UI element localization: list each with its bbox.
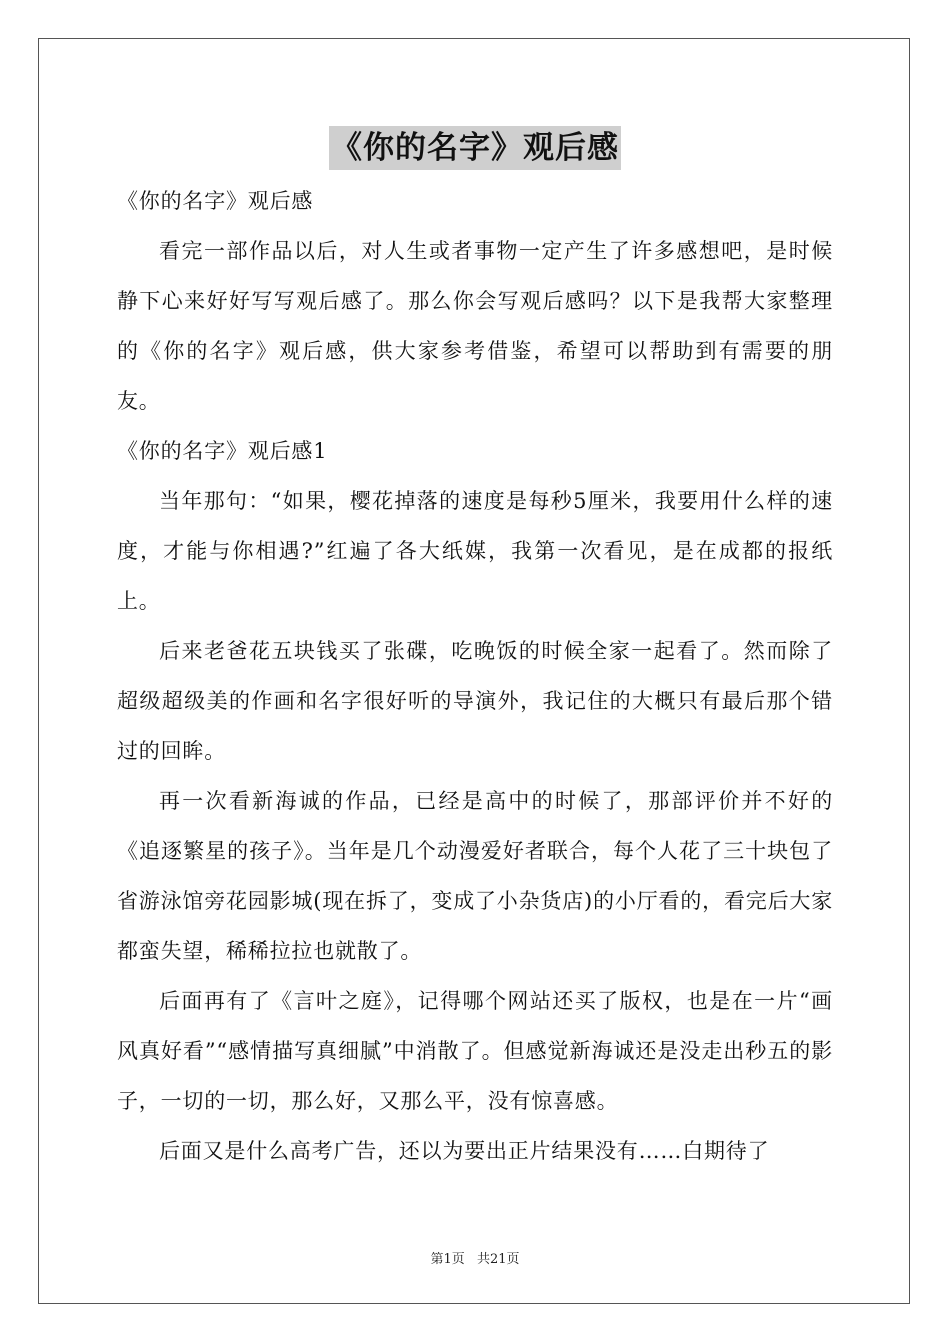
document-body <box>117 176 833 1176</box>
paragraph-body-3: 再一次看新海诚的作品，已经是高中的时候了，那部评价并不好的《追逐繁星的孩子》。当年是几个动漫爱好者联合，每个人花了三十块包了省游泳馆旁花园影城(现在拆了，变成了小杂货店)的小厅看的，看完后大家都蛮失望，稀稀拉拉也就散了。 <box>117 789 833 963</box>
paragraph-body-1: 当年那句：“如果，樱花掉落的速度是每秒5厘米，我要用什么样的速度，才能与你相遇?”红遍了各大纸媒，我第一次看见，是在成都的报纸上。 <box>117 489 833 613</box>
paragraph-intro: 看完一部作品以后，对人生或者事物一定产生了许多感想吧，是时候静下心来好好写写观后感了。那么你会写观后感吗？以下是我帮大家整理的《你的名字》观后感，供大家参考借鉴，希望可以帮助到有需要的朋友。 <box>117 239 833 413</box>
paragraph-section-heading: 《你的名字》观后感1 <box>117 439 328 463</box>
page-total: 共21页 <box>476 1252 520 1267</box>
title-container <box>0 126 950 170</box>
document-title: 《你的名字》观后感 <box>329 126 621 170</box>
paragraph-subtitle: 《你的名字》观后感 <box>117 189 314 213</box>
paragraph-body-4: 后面再有了《言叶之庭》，记得哪个网站还买了版权，也是在一片“画风真好看”“感情描写真细腻”中消散了。但感觉新海诚还是没走出秒五的影子，一切的一切，那么好，又那么平，没有惊喜感。 <box>117 989 833 1113</box>
paragraph-body-2: 后来老爸花五块钱买了张碟，吃晚饭的时候全家一起看了。然而除了超级超级美的作画和名字很好听的导演外，我记住的大概只有最后那个错过的回眸。 <box>117 639 833 763</box>
page-footer <box>0 1248 950 1267</box>
paragraph-body-5: 后面又是什么高考广告，还以为要出正片结果没有……白期待了 <box>159 1139 770 1163</box>
page-number: 第1页 <box>430 1252 465 1267</box>
